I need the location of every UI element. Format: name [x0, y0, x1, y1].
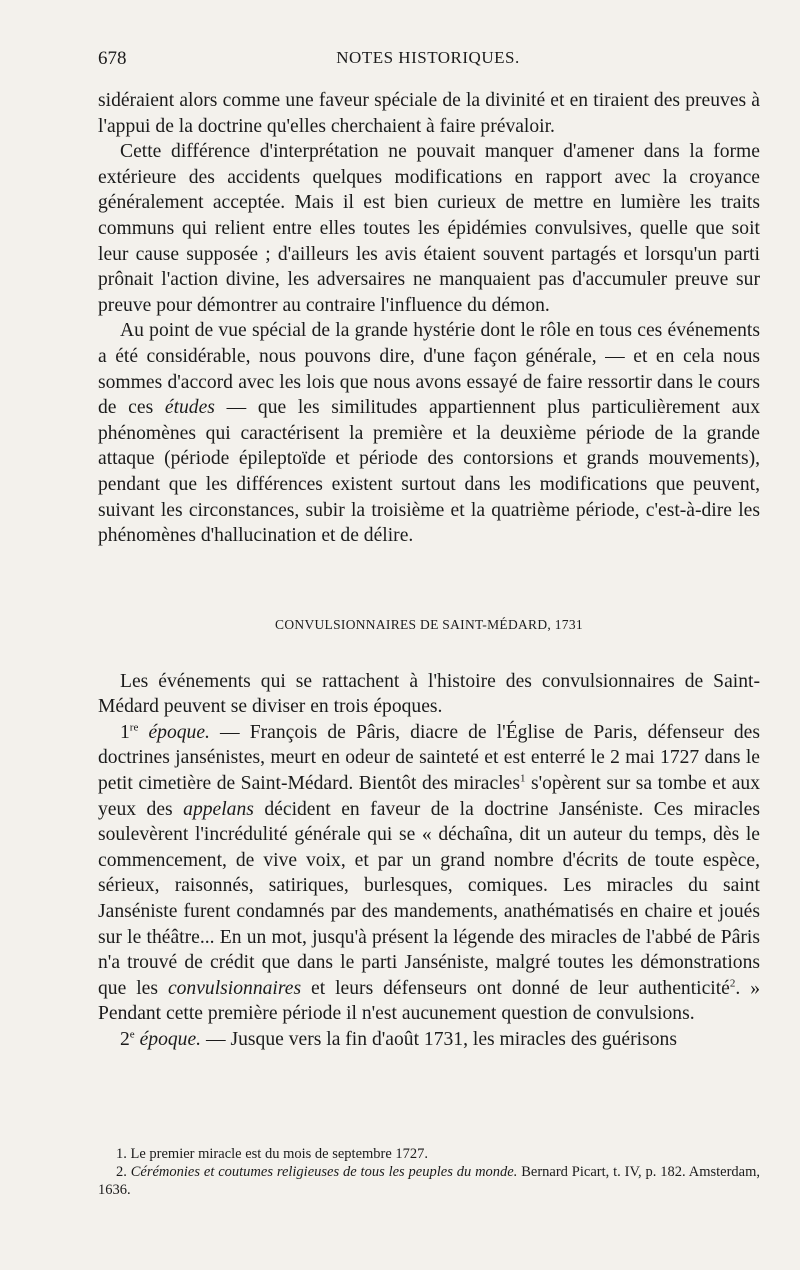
footnote-ref-2: 2 [729, 977, 736, 990]
page-header [98, 48, 758, 74]
paragraph-5-part-c: décident en faveur de la doctrine Janséniste. Ces miracles soulevèrent l'incrédulité générale qui se « déchaîna, dit un auteur du temps, dès le commencement, de vive voix, et par un grand nombre d'écrits de toute espèce, sérieux, raisonnés, satiriques, burlesques, comiques. Les miracles du saint Janséniste furent condamnés par des mandements, anathématisés en chaire et joués sur le théâtre... En un mot, jusqu'à présent la légende des miracles de l'abbé de Pâris n'a trouvé de crédit que dans le parti Janséniste, malgré toutes les démonstrations que les [98, 798, 760, 999]
paragraph-6-part-a: — Jusque vers la fin d'août 1731, les miracles des guérisons [201, 1029, 677, 1050]
paragraph-5-part-d: et leurs défenseurs ont donné de leur authenticité [301, 977, 730, 999]
footnote-2-title: Cérémonies et coutumes religieuses de tous les peuples du monde. [130, 1164, 518, 1180]
paragraph-5-italic-appelans: appelans [183, 798, 254, 820]
body-text [98, 88, 760, 1053]
paragraph-5-part-b: s'opèrent sur sa tombe et aux yeux des [98, 773, 760, 820]
paragraph-4: Les événements qui se rattachent à l'histoire des convulsionnaires de Saint-Médard peuvent se diviser en trois époques. [98, 670, 760, 718]
section-heading: CONVULSIONNAIRES DE SAINT-MÉDARD, 1731 [275, 616, 583, 632]
paragraph-3-part-b: — que les similitudes appartiennent plus particulièrement aux phénomènes qui caractérisent la première et la deuxième période de la grande attaque (période épileptoïde et période des contorsions et grands mouvements), pendant que les différences existent surtout dans les modifications que peuvent, suivant les circonstances, subir la troisième et la quatrième période, c'est-à-dire les phénomènes d'hallucination et de délire. [98, 397, 760, 547]
paragraph-5-italic-convulsionnaires: convulsionnaires [167, 977, 302, 999]
footnote-2-number: 2. [116, 1164, 131, 1180]
epoch-2-number: 2 [120, 1029, 130, 1050]
epoch-1-number: 1 [120, 721, 130, 743]
page-number: 678 [98, 48, 127, 69]
paragraph-5-part-e: . » Pendant cette première période il n'est aucunement question de convulsions. [98, 977, 760, 1025]
running-title: NOTES HISTORIQUES. [336, 48, 520, 67]
paragraph-3 [98, 318, 760, 548]
paragraph-3-italic: études [164, 397, 215, 419]
paragraph-2: Cette différence d'interprétation ne pouvait manquer d'amener dans la forme extérieure des accidents quelques modifications en rapport avec la croyance généralement acceptée. Mais il est bien curieux de mettre en lumière les traits communs qui relient entre elles toutes les épidémies convulsives, quelle que soit leur cause supposée ; d'ailleurs les avis étaient souvent partagés et lorsqu'un parti prônait l'action divine, les adversaires ne manquaient pas d'accumuler preuve sur preuve pour démontrer au contraire l'influence du démon. [98, 141, 760, 316]
footnote-2 [98, 1163, 760, 1199]
footnote-2-citation: Bernard Picart, t. IV, p. 182. Amsterdam, 1636. [98, 1164, 760, 1198]
footnote-1: 1. Le premier miracle est du mois de septembre 1727. [116, 1146, 429, 1162]
epoch-2-superscript: e [129, 1028, 135, 1041]
footnote-ref-1: 1 [519, 772, 526, 785]
paragraph-1: sidéraient alors comme une faveur spéciale de la divinité et en tiraient des preuves à l'appui de la doctrine qu'elles cherchaient à faire prévaloir. [98, 90, 760, 137]
paragraph-5-part-a: — François de Pâris, diacre de l'Église de Paris, défenseur des doctrines jansénistes, meurt en odeur de sainteté et est enterré le 2 mai 1727 dans le petit cimetière de Saint-Médard. Bientôt des miracles [98, 721, 760, 795]
paragraph-3-part-a: Au point de vue spécial de la grande hystérie dont le rôle en tous ces événements a été considérable, nous pouvons dire, d'une façon générale, — et en cela nous sommes d'accord avec les lois que nous avons essayé de faire ressortir dans le cours de ces [98, 320, 760, 419]
epoch-1-label: époque. [138, 721, 210, 743]
epoch-2-label: époque. [134, 1029, 202, 1050]
paragraph-5 [98, 720, 760, 1027]
paragraph-6 [98, 1027, 760, 1053]
footnotes [98, 1145, 760, 1199]
epoch-1-superscript: re [129, 721, 139, 734]
